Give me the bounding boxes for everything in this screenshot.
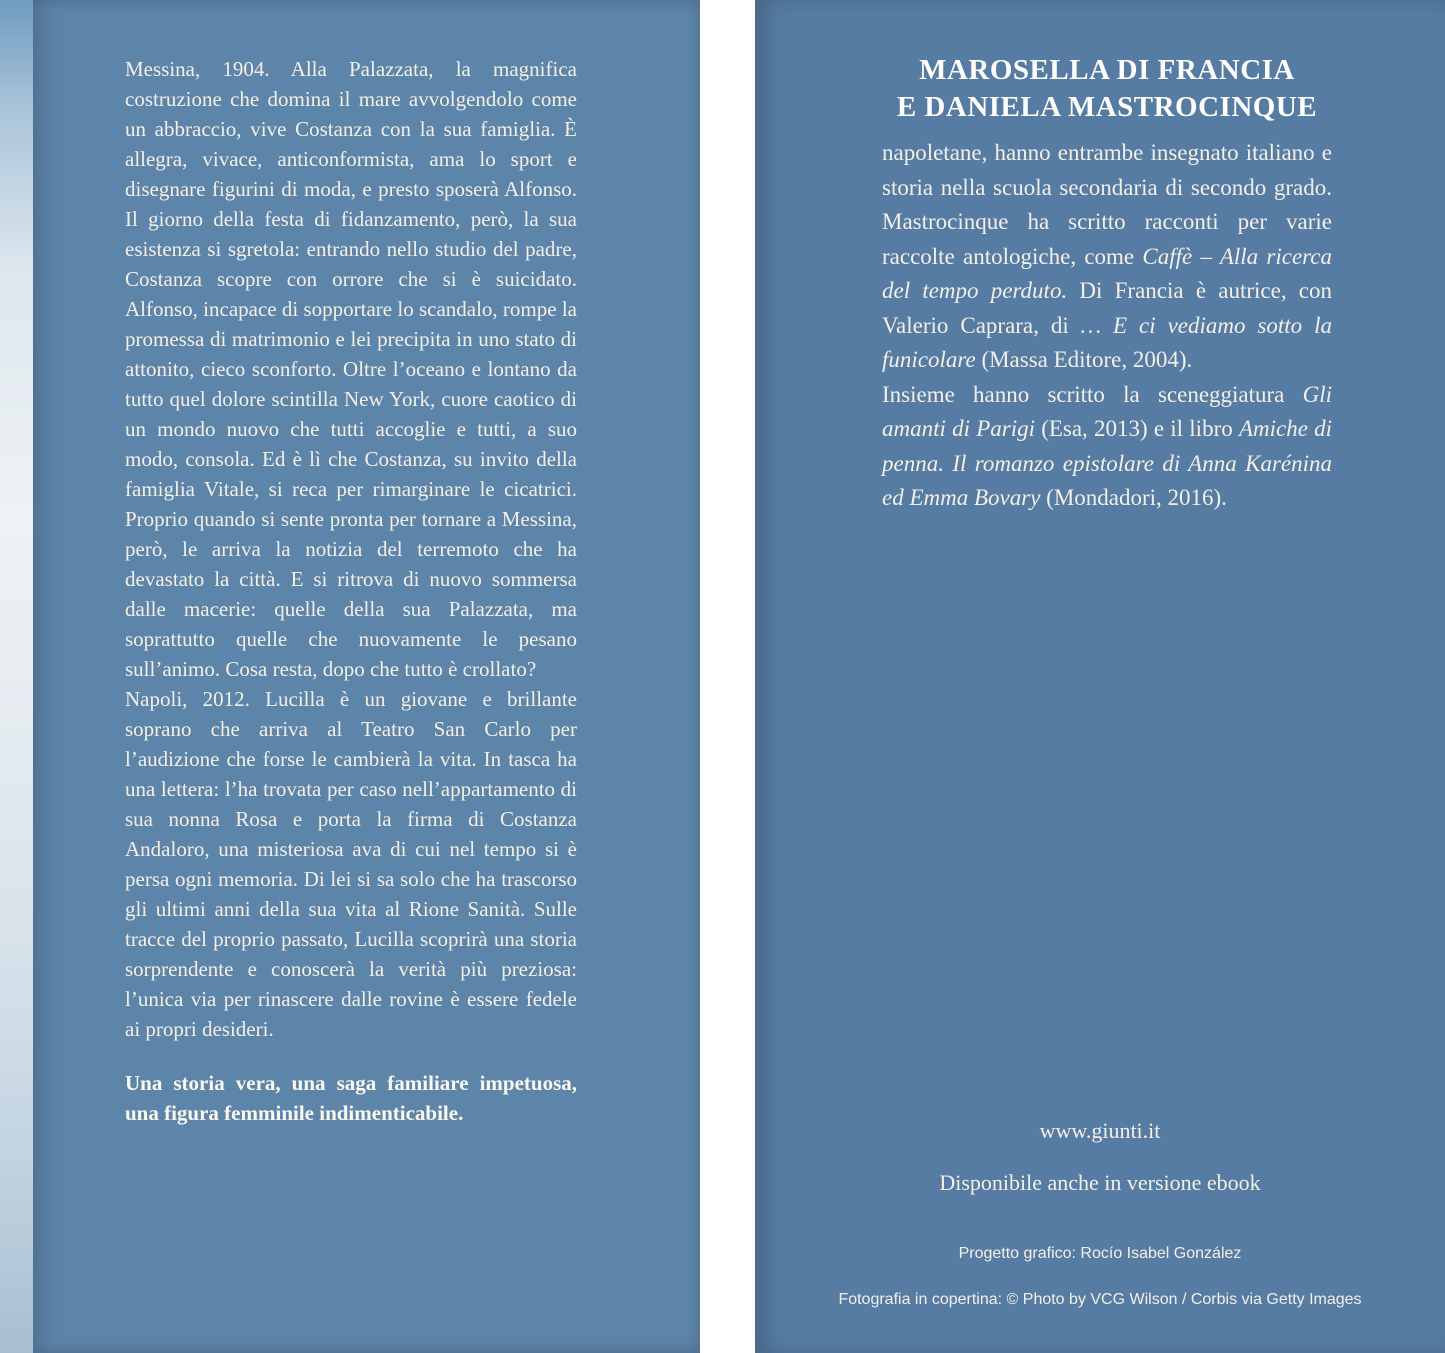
left-flap-synopsis xyxy=(33,0,700,1353)
flap-gap xyxy=(700,0,755,1353)
cover-photo-edge xyxy=(0,0,33,1353)
bio-text xyxy=(882,136,1332,516)
paragraph: Messina, 1904. Alla Palazzata, la magnifica costruzione che domina il mare avvolgendolo come un abbraccio, vive Costanza con la sua famiglia. È allegra, vivace, anticonformista, ama lo sport e disegnare figurini di moda, e presto sposerà Alfonso. Il giorno della festa di fidanzamento, però, la sua esistenza si sgretola: entrando nello studio del padre, Costanza scopre con orrore che si è suicidato. Alfonso, incapace di sopportare lo scandalo, rompe la promessa di matrimonio e lei precipita in uno stato di attonito, cieco sconforto. Oltre l’oceano e lontano da tutto quel dolore scintilla New York, cuore caotico di un mondo nuovo che tutti accoglie e tutti, a suo modo, consola. Ed è lì che Costanza, su invito della famiglia Vitale, si reca per rimarginare le cicatrici. Proprio quando si sente pronta per tornare a Messina, però, le arriva la notizia del terremoto che ha devastato la città. E si ritrova di nuovo sommersa dalle macerie: quelle della sua Palazzata, ma soprattutto quelle che nuovamente le pesano sull’animo. Cosa resta, dopo che tutto è crollato? xyxy=(125,57,577,681)
paragraph: Insieme hanno scritto la sceneggiatura Gli amanti di Parigi (Esa, 2013) e il libro Amiche di penna. Il romanzo epistolare di Anna Karénina ed Emma Bovary (Mondadori, 2016). xyxy=(882,381,1333,510)
author-name-2: E DANIELA MASTROCINQUE xyxy=(896,91,1318,123)
authors-heading xyxy=(882,52,1332,126)
author-name-1: MAROSELLA DI FRANCIA xyxy=(919,54,1295,86)
synopsis-text xyxy=(125,54,577,1044)
tagline: Una storia vera, una saga familiare impetuosa, una figura femminile indimenticabile. xyxy=(125,1071,577,1125)
ebook-note: Disponibile anche in versione ebook xyxy=(939,1170,1261,1195)
paragraph: Napoli, 2012. Lucilla è un giovane e brillante soprano che arriva al Teatro San Carlo per l’audizione che forse le cambierà la vita. In tasca ha una lettera: l’ha trovata per caso nell’appartamento di sua nonna Rosa e porta la firma di Costanza Andaloro, una misteriosa ava di cui nel tempo si è persa ogni memoria. Di lei si sa solo che ha trascorso gli ultimi anni della sua vita al Rione Sanità. Sulle tracce del proprio passato, Lucilla scoprirà una storia sorprendente e conoscerà la verità più preziosa: l’unica via per rinascere dalle rovine è essere fedele ai propri desideri. xyxy=(125,687,577,1041)
design-credit: Progetto grafico: Rocío Isabel González xyxy=(958,1245,1242,1262)
right-flap-author-bio xyxy=(755,0,1445,1353)
publisher-website: www.giunti.it xyxy=(1039,1118,1161,1143)
photo-credit: Fotografia in copertina: © Photo by VCG Wilson / Corbis via Getty Images xyxy=(838,1291,1362,1308)
flap-footer xyxy=(779,1118,1421,1310)
paragraph: napoletane, hanno entrambe insegnato italiano e storia nella scuola secondaria di secondo grado. Mastrocinque ha scritto racconti per varie raccolte antologiche, come Caffè – Alla ricerca del tempo perduto. Di Francia è autrice, con Valerio Caprara, di … E ci vediamo sotto la funicolare (Massa Editore, 2004). xyxy=(882,140,1333,372)
